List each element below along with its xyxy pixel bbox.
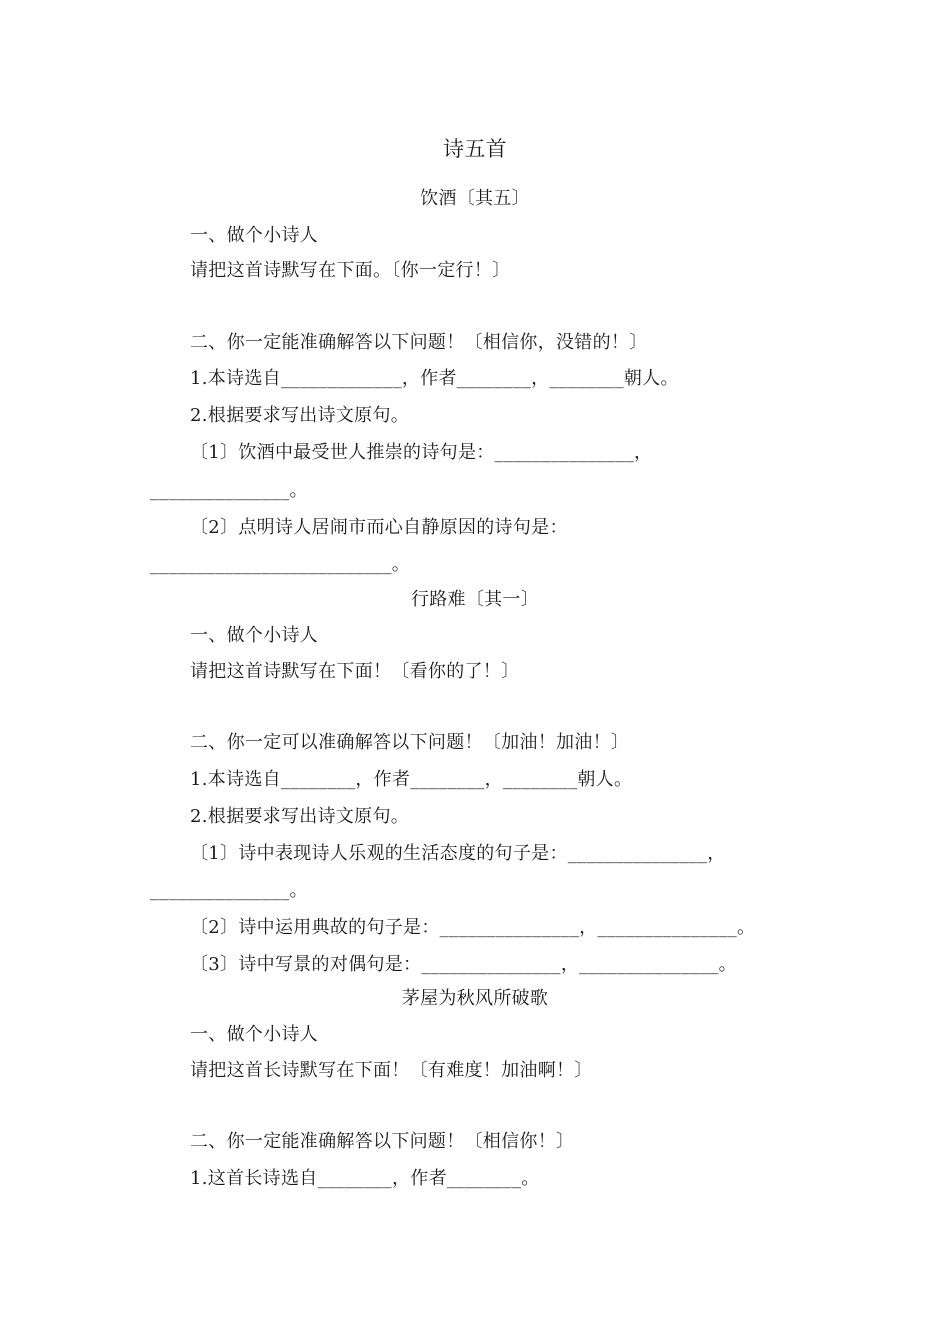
document-title: 诗五首	[443, 137, 507, 161]
poem1-section2-title: 二、你一定能准确解答以下问题！〔相信你，没错的！〕	[190, 332, 648, 353]
poem2-section1-title: 一、做个小诗人	[190, 625, 319, 646]
poem3-section2-title: 二、你一定能准确解答以下问题！〔相信你！〕	[190, 1131, 575, 1152]
poem1-question2-2: 〔2〕点明诗人居闹市而心自静原因的诗句是：	[190, 517, 568, 538]
poem2-question2: 2.根据要求写出诗文原句。	[190, 806, 410, 827]
poem2-question2-1-continued: _______________。	[150, 880, 308, 901]
poem2-section2-title: 二、你一定可以准确解答以下问题！〔加油！加油！〕	[190, 732, 630, 753]
poem1-question1: 1.本诗选自_____________，作者________，________朝人。	[190, 368, 679, 389]
poem3-question1: 1.这首长诗选自________，作者________。	[190, 1168, 540, 1189]
poem2-section1-text: 请把这首诗默写在下面！〔看你的了！〕	[190, 661, 520, 682]
poem1-heading: 饮酒〔其五〕	[420, 188, 530, 209]
poem3-heading: 茅屋为秋风所破歌	[401, 988, 549, 1009]
poem1-question2-1: 〔1〕饮酒中最受世人推崇的诗句是：_______________，	[190, 442, 653, 463]
poem3-section1-text: 请把这首长诗默写在下面！〔有难度！加油啊！〕	[190, 1060, 593, 1081]
poem1-section1-title: 一、做个小诗人	[190, 225, 319, 246]
poem2-question1: 1.本诗选自________，作者________，________朝人。	[190, 769, 633, 790]
poem1-question2: 2.根据要求写出诗文原句。	[190, 405, 410, 426]
poem1-section1-text: 请把这首诗默写在下面。〔你一定行！〕	[190, 260, 511, 281]
poem3-section1-title: 一、做个小诗人	[190, 1024, 319, 1045]
poem1-question2-1-continued: _______________。	[150, 480, 308, 501]
poem1-question2-2-continued: __________________________。	[150, 554, 411, 575]
poem2-question2-1: 〔1〕诗中表现诗人乐观的生活态度的句子是：_______________，	[190, 843, 726, 864]
poem2-question2-2: 〔2〕诗中运用典故的句子是：_______________，_______________。	[190, 917, 756, 938]
poem2-heading: 行路难〔其一〕	[410, 589, 540, 610]
poem2-question2-3: 〔3〕诗中写景的对偶句是：_______________，_______________。	[190, 954, 737, 975]
